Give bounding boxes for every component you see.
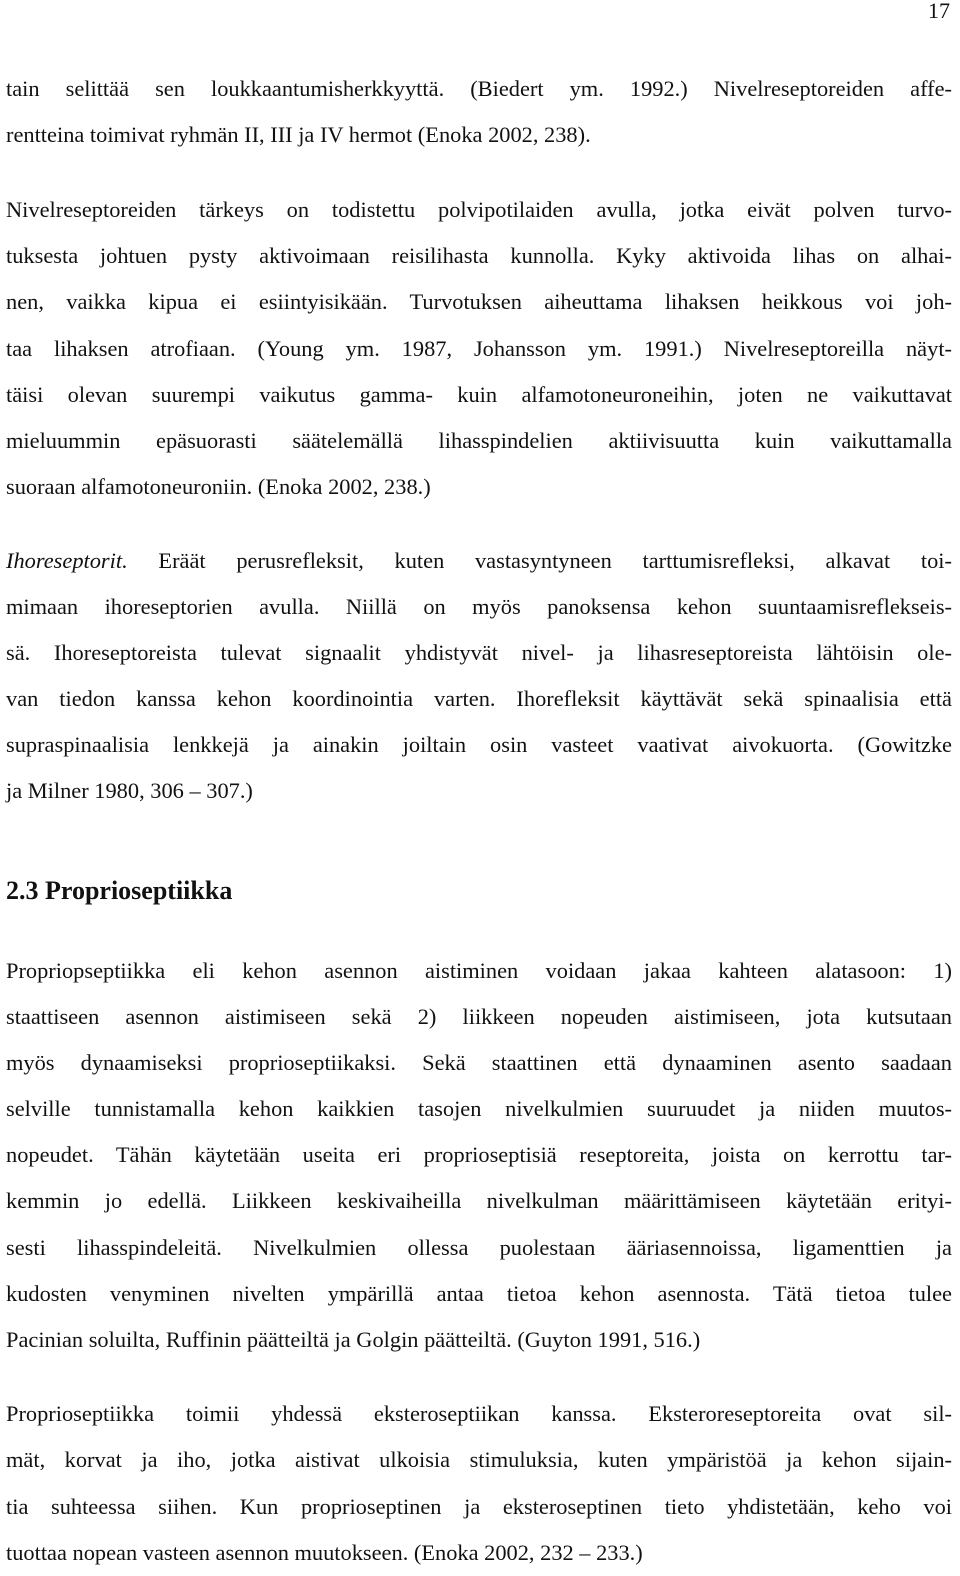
text-line: Proprioseptiikka toimii yhdessä eksteroseptiikan kanssa. Eksteroreseptoreita ovat sil-: [6, 1401, 952, 1426]
text-line: van tiedon kanssa kehon koordinointia varten. Ihorefleksit käyttävät sekä spinaalisia että: [6, 686, 952, 711]
page-number: 17: [928, 0, 950, 23]
text-line: suoraan alfamotoneuroniin. (Enoka 2002, 238.): [6, 474, 431, 499]
text-line: kemmin jo edellä. Liikkeen keskivaiheilla nivelkulman määrittämiseen käytetään erityi-: [6, 1188, 952, 1213]
text-line: mimaan ihoreseptorien avulla. Niillä on myös panoksensa kehon suuntaamisrefleksеis-: [6, 594, 952, 619]
text-line: mieluummin epäsuorasti säätelemällä lihasspindelien aktiivisuutta kuin vaikuttamalla: [6, 428, 952, 453]
term-ihoreseptorit: Ihoreseptorit.: [6, 548, 128, 573]
text-line: ja Milner 1980, 306 – 307.): [6, 778, 253, 803]
text-line: mät, korvat ja iho, jotka aistivat ulkoisia stimuluksia, kuten ympäristöä ja kehon sijain-: [6, 1447, 952, 1472]
text-line: kudosten venyminen nivelten ympärillä antaa tietoa kehon asennosta. Tätä tietoa tulee: [6, 1281, 952, 1306]
text-line: Nivelreseptoreiden tärkeys on todistettu polvipotilaiden avulla, jotka eivät polven turvo-: [6, 197, 952, 222]
section-heading: 2.3 Proprioseptiikka: [6, 876, 233, 905]
text-line: tuottaa nopean vasteen asennon muutokseen. (Enoka 2002, 232 – 233.): [6, 1540, 643, 1565]
text-line: Pacinian soluilta, Ruffinin päätteiltä ja Golgin päätteiltä. (Guyton 1991, 516.): [6, 1327, 701, 1352]
text-line: [6, 548, 952, 574]
text-line: täisi olevan suurempi vaikutus gamma- kuin alfamotoneuroneihin, joten ne vaikuttavat: [6, 382, 952, 407]
text-line: staattiseen asennon aistimiseen sekä 2) liikkeen nopeuden aistimiseen, jota kutsutaan: [6, 1004, 952, 1029]
text-line: supraspinaalisia lenkkejä ja ainakin joiltain osin vasteet vaativat aivokuorta. (Gowitzke: [6, 732, 952, 757]
text-line: Propriopseptiikka eli kehon asennon aistiminen voidaan jakaa kahteen alatasoon: 1): [6, 958, 952, 983]
text-line: taa lihaksen atrofiaan. (Young ym. 1987, Johansson ym. 1991.) Nivelreseptoreilla näyt-: [6, 336, 952, 361]
text-line: myös dynaamiseksi proprioseptiikaksi. Sekä staattinen että dynaaminen asento saadaan: [6, 1050, 952, 1075]
text-line: tain selittää sen loukkaantumisherkkyyttä. (Biedert ym. 1992.) Nivelreseptoreiden affe-: [6, 76, 952, 101]
text-line: sesti lihasspindeleitä. Nivelkulmien ollessa puolestaan ääriasennoissa, ligamenttien ja: [6, 1235, 952, 1260]
text-line: selville tunnistamalla kehon kaikkien tasojen nivelkulmien suuruudet ja niiden muutos-: [6, 1096, 952, 1121]
text-line: sä. Ihoreseptoreista tulevat signaalit yhdistyvät nivel- ja lihasreseptoreista lähtöisin ole-: [6, 640, 952, 665]
text-line: tuksesta johtuen pysty aktivoimaan reisilihasta kunnolla. Kyky aktivoida lihas on alhai-: [6, 243, 952, 268]
text-span: Eräät perusrefleksit, kuten vastasyntyneen tarttumisrefleksi, alkavat toi-: [127, 548, 952, 573]
text-line: tia suhteessa siihen. Kun proprioseptinen ja eksteroseptinen tieto yhdistetään, keho voi: [6, 1494, 952, 1519]
text-line: nen, vaikka kipua ei esiintyisikään. Turvotuksen aiheuttama lihaksen heikkous voi joh-: [6, 289, 952, 314]
text-line: rentteina toimivat ryhmän II, III ja IV hermot (Enoka 2002, 238).: [6, 122, 591, 147]
text-line: nopeudet. Tähän käytetään useita eri proprioseptisiä reseptoreita, joista on kerrottu tar-: [6, 1142, 952, 1167]
